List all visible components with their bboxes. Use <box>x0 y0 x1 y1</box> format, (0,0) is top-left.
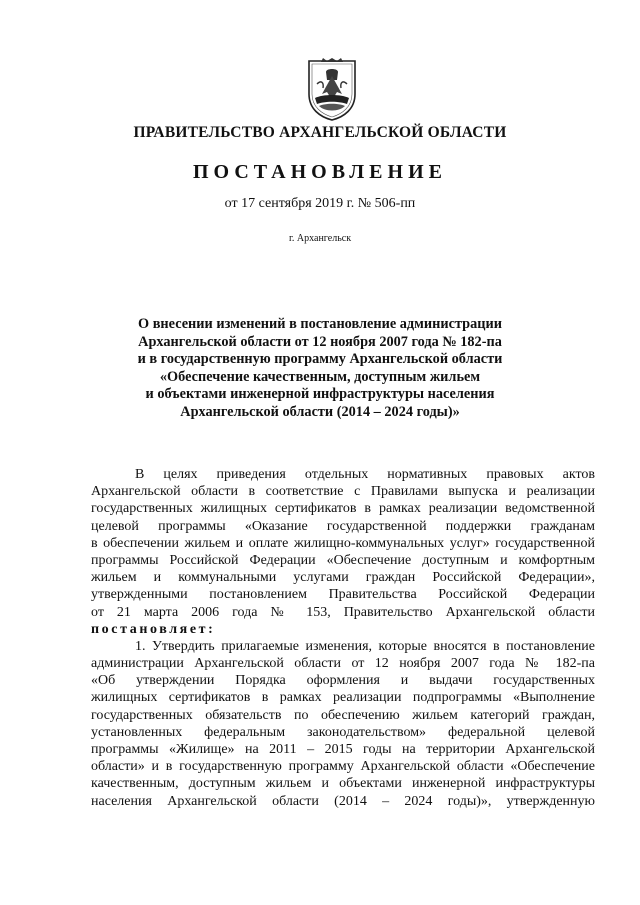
body-line: качественным, доступным жильем и объектами инженерной инфраструктуры <box>91 776 595 792</box>
document-date-number: от 17 сентября 2019 г. № 506-пп <box>224 196 416 211</box>
body-line: администрации Архангельской области от 12 ноября 2007 года № 182-па <box>91 656 595 672</box>
body-line: области» и в государственную программу Архангельской области «Обеспечение <box>91 759 595 775</box>
body-line: В целях приведения отдельных нормативных правовых актов <box>135 467 595 482</box>
body-line: 1. Утвердить прилагаемые изменения, которые вносятся в постановление <box>135 638 595 654</box>
document-title <box>100 316 540 422</box>
body-line: Архангельской области в соответствие с Правилами выпуска и реализации <box>91 484 595 500</box>
coat-of-arms-icon <box>305 58 359 122</box>
body-line: государственных жилищных сертификатов в рамках реализации ведомственной <box>91 501 595 517</box>
government-name: ПРАВИТЕЛЬСТВО АРХАНГЕЛЬСКОЙ ОБЛАСТИ <box>133 124 507 141</box>
body-line: в обеспечении жильем и оплате жилищно-коммунальных услуг» государственной <box>91 535 595 551</box>
title-line: Архангельской области (2014 – 2024 годы)» <box>180 403 460 420</box>
title-line: О внесении изменений в постановление администрации <box>138 316 502 332</box>
body-line: «Об утверждении Порядка оформления и выдачи государственных <box>91 673 595 689</box>
title-line: Архангельской области от 12 ноября 2007 года № 182-па <box>138 333 502 350</box>
resolution-word: постановляет: <box>91 621 216 637</box>
document-city: г. Архангельск <box>288 233 352 244</box>
body-line: от 21 марта 2006 года № 153, Правительство Архангельской области <box>91 604 595 620</box>
body-line: установленных федеральным законодательством» федеральной целевой <box>91 724 595 740</box>
body-line: жилищных сертификатов в рамках реализации подпрограммы «Выполнение <box>91 690 595 706</box>
document-body <box>91 466 595 810</box>
body-line: жильем и коммунальными услугами граждан Российской Федерации», <box>91 570 595 586</box>
body-line: утвержденными постановлением Правительства Российской Федерации <box>91 587 595 603</box>
title-line: «Обеспечение качественным, доступным жильем <box>159 368 481 385</box>
title-line: и в государственную программу Архангельской области <box>137 351 503 368</box>
body-line: населения Архангельской области (2014 – 2024 годы)», утвержденную <box>91 793 595 809</box>
body-line: программы «Жилище» на 2011 – 2015 годы на территории Архангельской <box>91 742 595 757</box>
title-line: и объектами инженерной инфраструктуры населения <box>145 386 495 403</box>
body-line: программы Российской Федерации «Обеспечение доступным и комфортным <box>91 552 595 568</box>
body-line: целевой программы «Оказание государственной поддержки гражданам <box>91 518 595 534</box>
document-type: ПОСТАНОВЛЕНИЕ <box>193 161 447 183</box>
body-line: государственных обязательств по обеспечению жильем категорий граждан, <box>91 707 595 723</box>
